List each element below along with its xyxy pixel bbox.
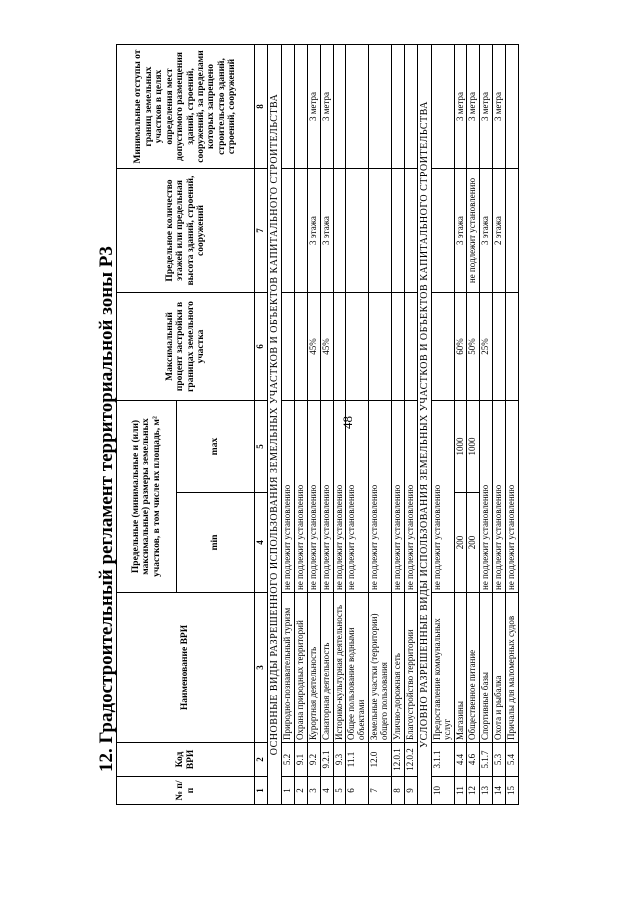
column-index-cell: 7 — [255, 169, 268, 293]
row-setback — [282, 45, 295, 169]
row-name: Санаторная деятельность — [320, 593, 333, 743]
row-percent — [369, 293, 392, 401]
row-floors — [506, 169, 519, 293]
row-area: не подлежит установлению — [480, 401, 493, 593]
row-code: 9.2.1 — [320, 743, 333, 777]
row-area: не подлежит установлению — [404, 401, 417, 593]
row-number: 14 — [493, 777, 506, 805]
row-code: 5.4 — [506, 743, 519, 777]
row-area-min: 200 — [467, 493, 480, 593]
column-index-cell: 1 — [255, 777, 268, 805]
row-code: 12.0 — [369, 743, 392, 777]
row-floors: 3 этажа — [480, 169, 493, 293]
row-area: не подлежит установлению — [369, 401, 392, 593]
row-area-max: 1000 — [454, 401, 467, 493]
row-number: 6 — [346, 777, 369, 805]
section-row — [268, 45, 282, 805]
regulation-table — [116, 44, 519, 805]
row-setback: 3 метра — [454, 45, 467, 169]
row-percent — [392, 293, 405, 401]
row-name: Спортивные базы — [480, 593, 493, 743]
row-area: не подлежит установлению — [392, 401, 405, 593]
row-code: 5.3 — [493, 743, 506, 777]
row-area-max: 1000 — [467, 401, 480, 493]
column-index-cell: 3 — [255, 593, 268, 743]
row-percent — [493, 293, 506, 401]
row-percent — [333, 293, 346, 401]
row-number: 8 — [392, 777, 405, 805]
row-floors: 2 этажа — [493, 169, 506, 293]
header-name: Наименование ВРИ — [117, 593, 255, 743]
row-setback: 3 метра — [320, 45, 333, 169]
header-num: № п/п — [117, 777, 255, 805]
page-number: 48 — [340, 416, 355, 429]
row-percent: 45% — [307, 293, 320, 401]
column-index-cell: 2 — [255, 743, 268, 777]
row-code: 12.0.1 — [392, 743, 405, 777]
row-code: 4.6 — [467, 743, 480, 777]
row-name: Улично-дорожная сеть — [392, 593, 405, 743]
row-name: Историко-культурная деятельность — [333, 593, 346, 743]
column-index-row — [255, 45, 268, 805]
row-setback — [506, 45, 519, 169]
row-name: Общее пользование водными объектами — [346, 593, 369, 743]
table-row — [333, 45, 346, 805]
row-setback — [333, 45, 346, 169]
row-percent — [404, 293, 417, 401]
row-name: Курортная деятельность — [307, 593, 320, 743]
row-floors — [431, 169, 454, 293]
row-percent: 60% — [454, 293, 467, 401]
row-percent — [506, 293, 519, 401]
header-row — [117, 45, 177, 805]
row-floors: не подлежит установлению — [467, 169, 480, 293]
table-row — [454, 45, 467, 805]
row-number: 13 — [480, 777, 493, 805]
row-name: Охрана природных территорий — [294, 593, 307, 743]
table-row — [369, 45, 392, 805]
row-name: Благоустройство территории — [404, 593, 417, 743]
table-row — [431, 45, 454, 805]
column-index-cell: 4 — [255, 493, 268, 593]
row-number: 15 — [506, 777, 519, 805]
row-setback: 3 метра — [480, 45, 493, 169]
row-floors — [294, 169, 307, 293]
row-floors — [282, 169, 295, 293]
section-row — [417, 45, 431, 805]
row-area: не подлежит установлению — [333, 401, 346, 593]
column-index-cell: 6 — [255, 293, 268, 401]
row-setback — [346, 45, 369, 169]
row-floors — [404, 169, 417, 293]
row-name: Общественное питание — [467, 593, 480, 743]
row-code: 9.1 — [294, 743, 307, 777]
row-percent — [294, 293, 307, 401]
row-code: 3.1.1 — [431, 743, 454, 777]
row-code: 5.1.7 — [480, 743, 493, 777]
table-row — [506, 45, 519, 805]
row-setback — [369, 45, 392, 169]
column-index-cell: 5 — [255, 401, 268, 493]
row-code: 4.4 — [454, 743, 467, 777]
row-floors — [346, 169, 369, 293]
header-floors: Предельное количество этажей или предельная высота зданий, строений, сооружений — [117, 169, 255, 293]
row-floors — [333, 169, 346, 293]
table-row — [282, 45, 295, 805]
row-setback: 3 метра — [307, 45, 320, 169]
table-body — [268, 45, 519, 805]
table-row — [320, 45, 333, 805]
row-number: 4 — [320, 777, 333, 805]
section-title: ОСНОВНЫЕ ВИДЫ РАЗРЕШЕННОГО ИСПОЛЬЗОВАНИЯ ЗЕМЕЛЬНЫХ УЧАСТКОВ И ОБЪЕКТОВ КАПИТАЛЬНОГО СТРОИТЕЛЬСТВА — [268, 45, 282, 805]
row-setback — [431, 45, 454, 169]
header-min: min — [177, 493, 255, 593]
row-code: 11.1 — [346, 743, 369, 777]
row-percent — [346, 293, 369, 401]
table-row — [294, 45, 307, 805]
row-area-min: 200 — [454, 493, 467, 593]
row-number: 5 — [333, 777, 346, 805]
row-area: не подлежит установлению — [320, 401, 333, 593]
row-name: Предоставление коммунальных услуг — [431, 593, 454, 743]
row-setback — [294, 45, 307, 169]
table-row — [467, 45, 480, 805]
row-number: 2 — [294, 777, 307, 805]
table-row — [493, 45, 506, 805]
header-percent: Максимальный процент застройки в границах земельного участка — [117, 293, 255, 401]
row-floors — [392, 169, 405, 293]
row-number: 10 — [431, 777, 454, 805]
row-percent: 50% — [467, 293, 480, 401]
row-area: не подлежит установлению — [506, 401, 519, 593]
table-row — [404, 45, 417, 805]
row-name: Природно-познавательный туризм — [282, 593, 295, 743]
row-area: не подлежит установлению — [346, 401, 369, 593]
row-number: 12 — [467, 777, 480, 805]
row-area: не подлежит установлению — [307, 401, 320, 593]
row-number: 9 — [404, 777, 417, 805]
row-code: 5.2 — [282, 743, 295, 777]
row-floors: 3 этажа — [307, 169, 320, 293]
row-percent — [431, 293, 454, 401]
table-row — [392, 45, 405, 805]
row-percent — [282, 293, 295, 401]
row-name: Охота и рыбалка — [493, 593, 506, 743]
row-number: 7 — [369, 777, 392, 805]
row-setback — [392, 45, 405, 169]
row-floors — [369, 169, 392, 293]
section-title: УСЛОВНО РАЗРЕШЕННЫЕ ВИДЫ ИСПОЛЬЗОВАНИЯ ЗЕМЕЛЬНЫХ УЧАСТКОВ И ОБЪЕКТОВ КАПИТАЛЬНОГО СТРОИТЕЛЬСТВА — [417, 45, 431, 805]
header-setbacks: Минимальные отступы от границ земельных участков в целях определения мест допустимого размещения зданий, строений, сооружений, за пределами которых запрещено строительство зданий, строений, сооружений — [117, 45, 255, 169]
page-title: 12. Градостроительный регламент территориальной зоны Р3 — [96, 246, 117, 772]
row-name: Земельные участки (территории) общего пользования — [369, 593, 392, 743]
column-index-cell: 8 — [255, 45, 268, 169]
table-row — [346, 45, 369, 805]
table-row — [480, 45, 493, 805]
row-floors: 3 этажа — [320, 169, 333, 293]
row-code: 9.3 — [333, 743, 346, 777]
row-percent: 25% — [480, 293, 493, 401]
row-setback: 3 метра — [467, 45, 480, 169]
row-number: 1 — [282, 777, 295, 805]
header-area: Предельные (минимальные и (или) максимальные) размеры земельных участков, в том числе их площадь, м² — [117, 401, 177, 593]
row-area: не подлежит установлению — [294, 401, 307, 593]
row-name: Магазины — [454, 593, 467, 743]
row-number: 3 — [307, 777, 320, 805]
row-percent: 45% — [320, 293, 333, 401]
row-code: 12.0.2 — [404, 743, 417, 777]
row-setback: 3 метра — [493, 45, 506, 169]
row-floors: 3 этажа — [454, 169, 467, 293]
row-area: не подлежит установлению — [493, 401, 506, 593]
table-row — [307, 45, 320, 805]
row-area: не подлежит установлению — [282, 401, 295, 593]
row-name: Причалы для маломерных судов — [506, 593, 519, 743]
row-code: 9.2 — [307, 743, 320, 777]
row-setback — [404, 45, 417, 169]
row-area: не подлежит установлению — [431, 401, 454, 593]
header-max: max — [177, 401, 255, 493]
row-number: 11 — [454, 777, 467, 805]
header-code: Код ВРИ — [117, 743, 255, 777]
regulation-table-wrapper — [116, 45, 517, 805]
